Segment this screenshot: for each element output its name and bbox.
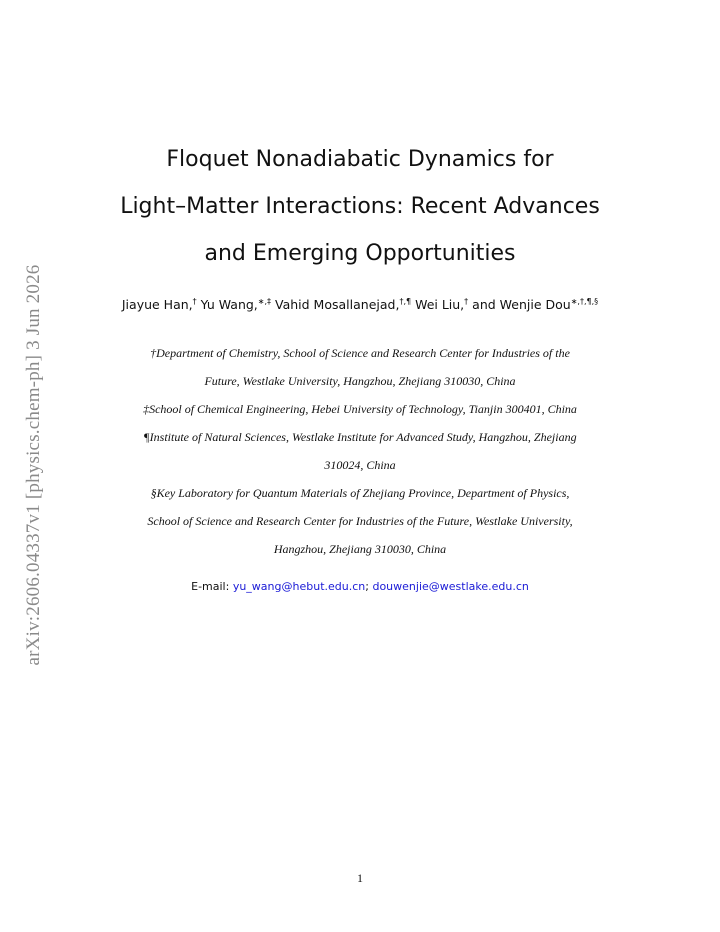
affiliation-line: †Department of Chemistry, School of Science and Research Center for Industries of the xyxy=(150,346,570,360)
author-affiliation-marks: †,¶ xyxy=(399,297,412,306)
email-link-wenjie-dou[interactable]: douwenjie@westlake.edu.cn xyxy=(372,580,529,593)
affiliation-line: Hangzhou, Zhejiang 310030, China xyxy=(273,542,447,556)
author-name: Wei Liu, xyxy=(415,297,465,312)
paper-title xyxy=(90,136,630,277)
author-name: Yu Wang, xyxy=(200,297,258,312)
author-list xyxy=(60,297,660,312)
email-separator: ; xyxy=(365,580,369,593)
author-name: Vahid Mosallanejad, xyxy=(275,297,400,312)
page-number: 1 xyxy=(357,871,363,885)
arxiv-identifier-stamp: arXiv:2606.04337v1 [physics.chem-ph] 3 Jun 2026 xyxy=(23,264,44,666)
author-affiliation-marks: ∗,‡ xyxy=(257,297,272,306)
affiliation-line: Future, Westlake University, Hangzhou, Zhejiang 310030, China xyxy=(204,374,516,388)
affiliation-line: 310024, China xyxy=(324,458,396,472)
email-link-yu-wang[interactable]: yu_wang@hebut.edu.cn xyxy=(232,580,366,593)
affiliation-line: School of Science and Research Center for Industries of the Future, Westlake University, xyxy=(147,514,573,528)
email-line xyxy=(60,580,660,593)
title-line: Floquet Nonadiabatic Dynamics for xyxy=(166,147,554,172)
title-line: Light–Matter Interactions: Recent Advances xyxy=(120,194,600,219)
affiliation-block xyxy=(80,339,640,563)
affiliation-line: §Key Laboratory for Quantum Materials of Zhejiang Province, Department of Physics, xyxy=(150,486,570,500)
author-affiliation-marks: † xyxy=(192,297,197,306)
author-affiliation-marks: † xyxy=(464,297,469,306)
author-affiliation-marks: ∗,†,¶,§ xyxy=(570,297,599,306)
author-name: Jiayue Han, xyxy=(121,297,193,312)
author-name: and Wenjie Dou xyxy=(472,297,571,312)
title-line: and Emerging Opportunities xyxy=(204,241,516,266)
email-label: E-mail: xyxy=(191,580,230,593)
affiliation-line: ‡School of Chemical Engineering, Hebei University of Technology, Tianjin 300401, China xyxy=(143,402,577,416)
affiliation-line: ¶Institute of Natural Sciences, Westlake Institute for Advanced Study, Hangzhou, Zhejiang xyxy=(143,430,577,444)
